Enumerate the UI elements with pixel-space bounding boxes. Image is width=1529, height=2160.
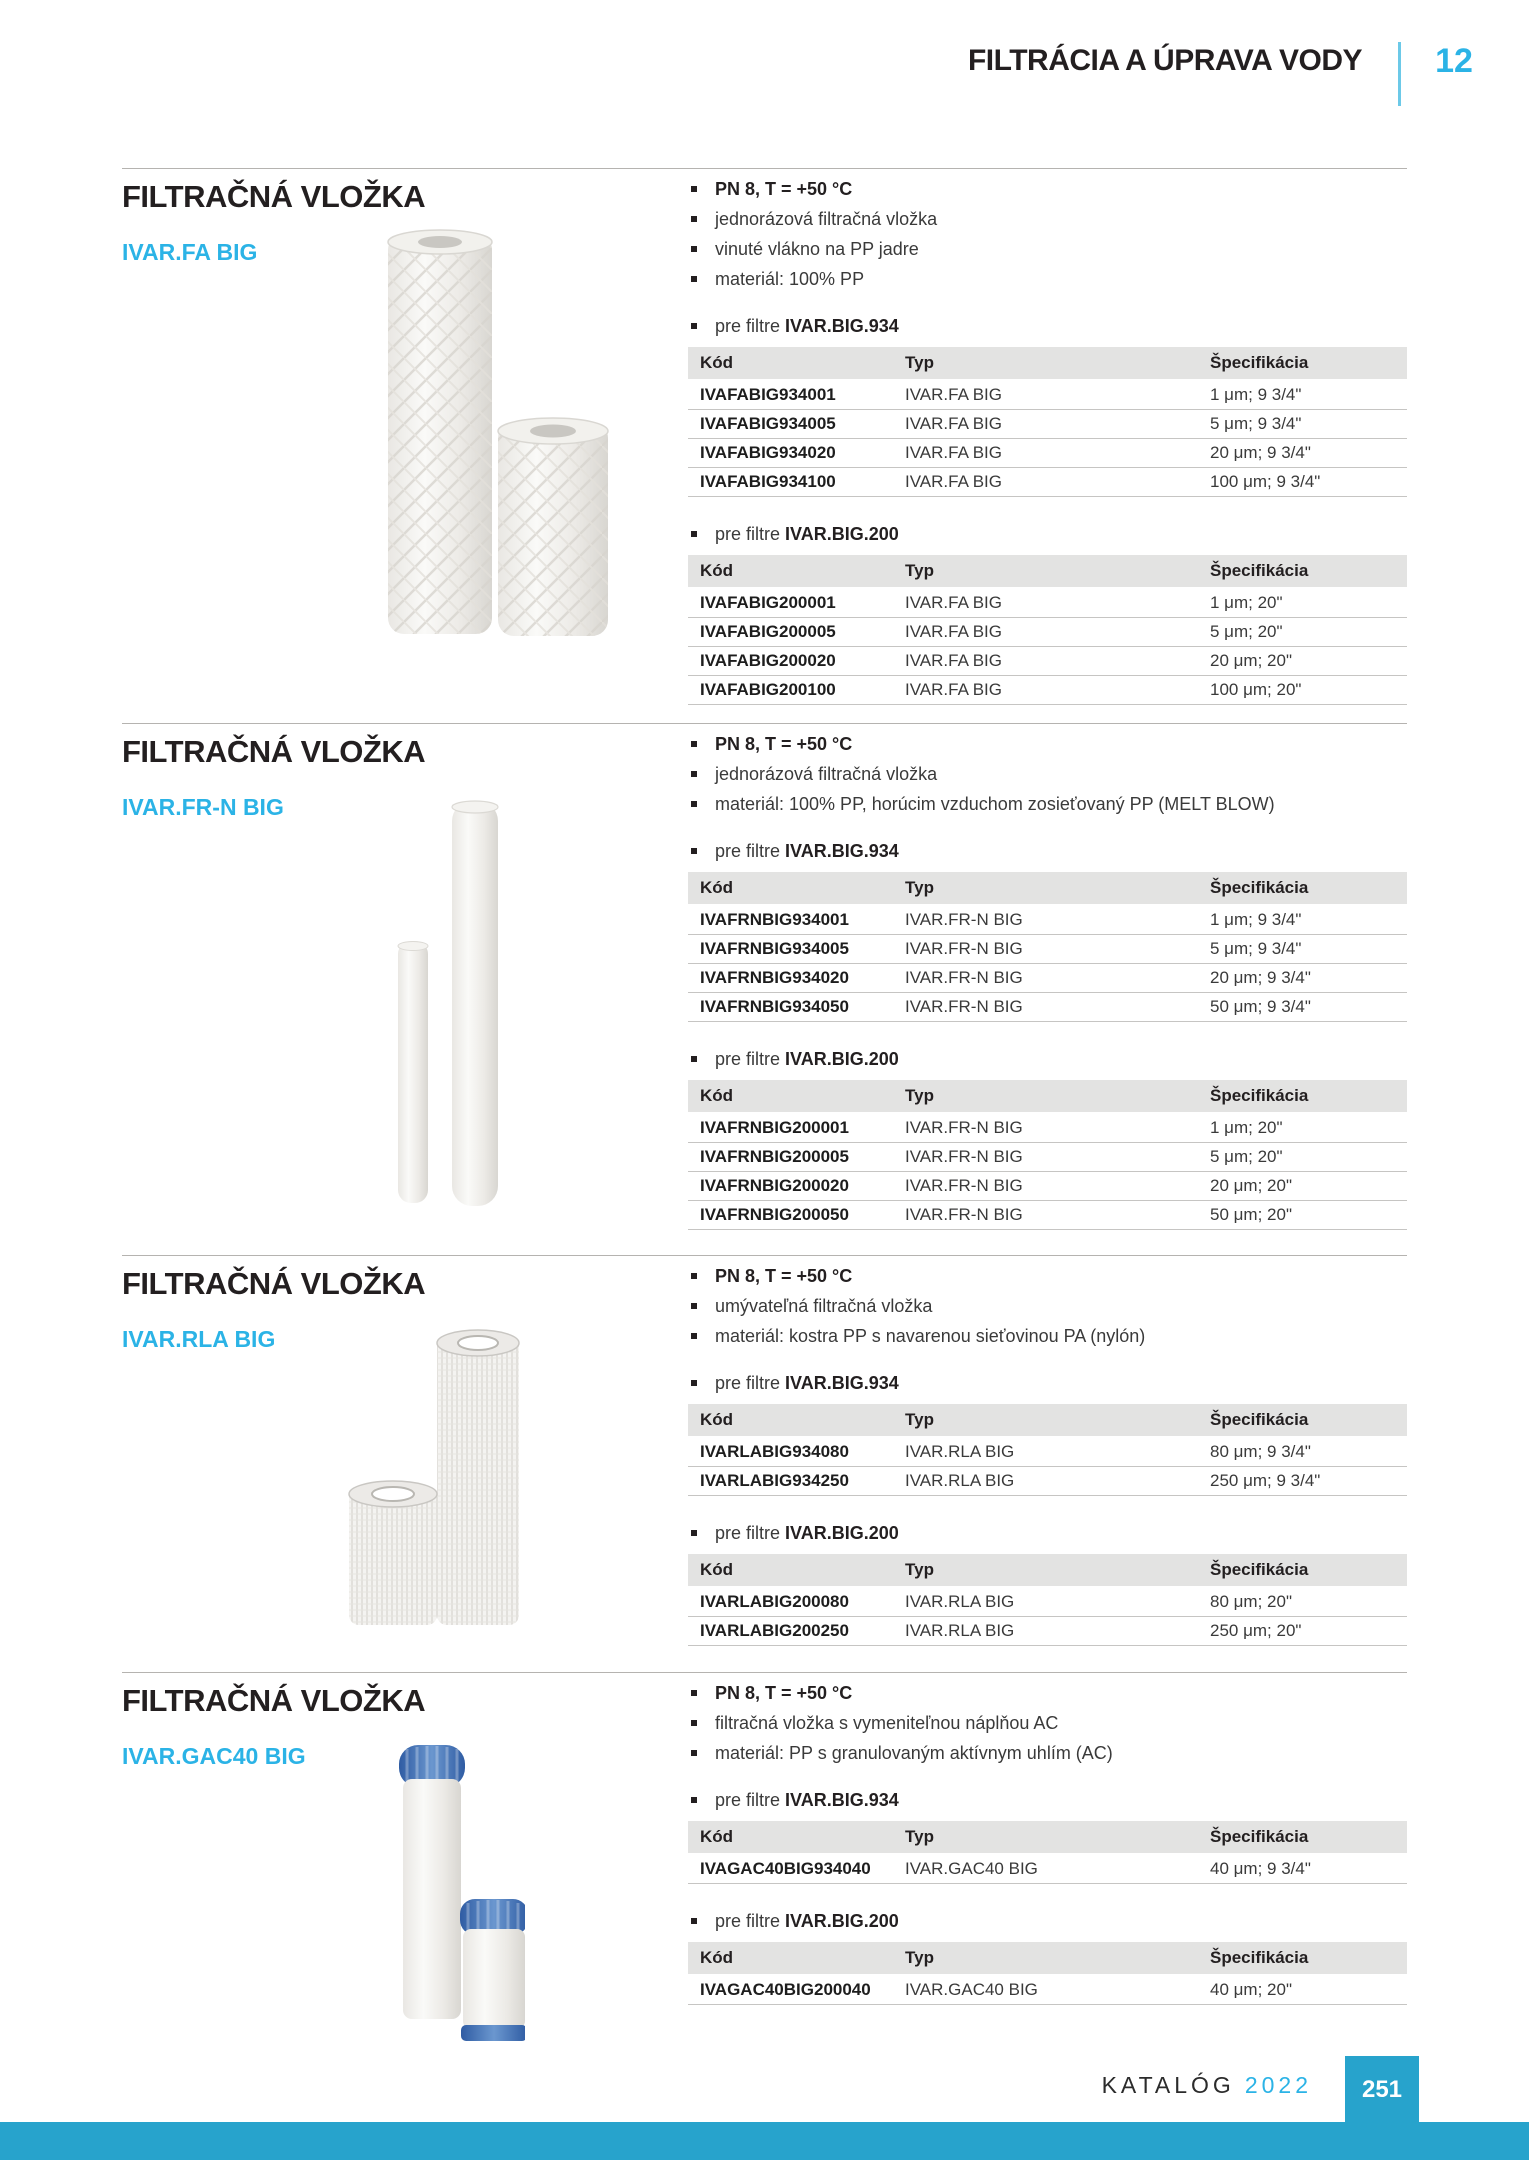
filter-ref: IVAR.BIG.934	[785, 841, 899, 861]
cell-spec: 1 μm; 20"	[1198, 588, 1407, 618]
footer-bar	[0, 2122, 1529, 2160]
feature-item: PN 8, T = +50 °C	[688, 734, 1407, 754]
col-header-spec: Špecifikácia	[1198, 1821, 1407, 1854]
col-header-kod: Kód	[688, 1080, 893, 1113]
spec-table	[688, 1080, 1407, 1230]
col-header-kod: Kód	[688, 347, 893, 380]
col-header-kod: Kód	[688, 872, 893, 905]
col-header-typ: Typ	[893, 555, 1198, 588]
section-rla-big	[122, 1255, 1407, 1671]
cell-type: IVAR.GAC40 BIG	[893, 1854, 1198, 1884]
col-header-spec: Špecifikácia	[1198, 1404, 1407, 1437]
cell-code: IVAFRNBIG934020	[688, 964, 893, 993]
cell-code: IVAGAC40BIG200040	[688, 1975, 893, 2005]
col-header-typ: Typ	[893, 1821, 1198, 1854]
feature-item: materiál: PP s granulovaným aktívnym uhlím (AC)	[688, 1743, 1407, 1763]
cell-code: IVAFABIG934001	[688, 380, 893, 410]
cell-type: IVAR.FR-N BIG	[893, 1113, 1198, 1143]
col-header-spec: Špecifikácia	[1198, 1554, 1407, 1587]
table-row	[688, 905, 1407, 935]
filter-ref: IVAR.BIG.200	[785, 524, 899, 544]
cell-code: IVAFRNBIG200001	[688, 1113, 893, 1143]
feature-item: PN 8, T = +50 °C	[688, 1683, 1407, 1703]
spec-table	[688, 1554, 1407, 1646]
table-row	[688, 935, 1407, 964]
cell-spec: 5 μm; 20"	[1198, 618, 1407, 647]
cell-code: IVAFABIG200001	[688, 588, 893, 618]
cell-spec: 250 μm; 20"	[1198, 1617, 1407, 1646]
feature-item: jednorázová filtračná vložka	[688, 764, 1407, 784]
feature-item: PN 8, T = +50 °C	[688, 179, 1407, 199]
table-row	[688, 1975, 1407, 2005]
cell-spec: 40 μm; 20"	[1198, 1975, 1407, 2005]
table-row	[688, 468, 1407, 497]
cell-code: IVAFRNBIG200050	[688, 1201, 893, 1230]
pre-filter-label: pre filtre	[715, 524, 781, 544]
product-image-frn-big	[390, 791, 510, 1216]
cell-code: IVAFRNBIG200020	[688, 1172, 893, 1201]
cell-code: IVAFRNBIG200005	[688, 1143, 893, 1172]
cell-spec: 40 μm; 9 3/4"	[1198, 1854, 1407, 1884]
cell-type: IVAR.RLA BIG	[893, 1437, 1198, 1467]
col-header-typ: Typ	[893, 1554, 1198, 1587]
pre-filter-label: pre filtre	[715, 1373, 781, 1393]
pre-filter-label: pre filtre	[715, 841, 781, 861]
cell-spec: 1 μm; 9 3/4"	[1198, 905, 1407, 935]
feature-item: PN 8, T = +50 °C	[688, 1266, 1407, 1286]
cell-spec: 80 μm; 20"	[1198, 1587, 1407, 1617]
cell-code: IVAFABIG934005	[688, 410, 893, 439]
filter-ref-line	[688, 1911, 1407, 1931]
filter-ref-line	[688, 1373, 1407, 1393]
feature-list	[688, 1266, 1407, 1346]
table-row	[688, 1172, 1407, 1201]
cell-spec: 5 μm; 9 3/4"	[1198, 410, 1407, 439]
cell-spec: 1 μm; 20"	[1198, 1113, 1407, 1143]
section-gac40-big	[122, 1672, 1407, 2032]
chapter-number: 12	[1435, 42, 1473, 80]
col-header-kod: Kód	[688, 1404, 893, 1437]
section-title: FILTRAČNÁ VLOŽKA	[122, 1266, 426, 1301]
feature-item: materiál: kostra PP s navarenou sieťovinou PA (nylón)	[688, 1326, 1407, 1346]
cell-type: IVAR.FA BIG	[893, 439, 1198, 468]
cell-type: IVAR.FA BIG	[893, 618, 1198, 647]
pre-filter-label: pre filtre	[715, 1790, 781, 1810]
table-row	[688, 380, 1407, 410]
cell-code: IVAFRNBIG934050	[688, 993, 893, 1022]
cell-type: IVAR.FR-N BIG	[893, 1201, 1198, 1230]
cell-code: IVAFRNBIG934005	[688, 935, 893, 964]
cell-type: IVAR.FA BIG	[893, 676, 1198, 705]
filter-ref-line	[688, 1049, 1407, 1069]
table-row	[688, 1201, 1407, 1230]
feature-item: materiál: 100% PP	[688, 269, 1407, 289]
col-header-spec: Špecifikácia	[1198, 555, 1407, 588]
cell-spec: 1 μm; 9 3/4"	[1198, 380, 1407, 410]
col-header-kod: Kód	[688, 1942, 893, 1975]
table-row	[688, 1467, 1407, 1496]
cell-spec: 5 μm; 9 3/4"	[1198, 935, 1407, 964]
col-header-kod: Kód	[688, 1554, 893, 1587]
pre-filter-label: pre filtre	[715, 316, 781, 336]
spec-table	[688, 347, 1407, 497]
col-header-kod: Kód	[688, 555, 893, 588]
feature-item: filtračná vložka s vymeniteľnou náplňou AC	[688, 1713, 1407, 1733]
cell-code: IVAFABIG200100	[688, 676, 893, 705]
page-title: FILTRÁCIA A ÚPRAVA VODY	[967, 44, 1362, 77]
col-header-typ: Typ	[893, 1080, 1198, 1113]
table-row	[688, 1617, 1407, 1646]
cell-code: IVARLABIG934250	[688, 1467, 893, 1496]
filter-ref: IVAR.BIG.934	[785, 316, 899, 336]
cell-spec: 50 μm; 20"	[1198, 1201, 1407, 1230]
filter-ref: IVAR.BIG.934	[785, 1790, 899, 1810]
feature-list	[688, 734, 1407, 814]
table-header-row	[688, 1942, 1407, 1975]
col-header-spec: Špecifikácia	[1198, 1942, 1407, 1975]
section-title: FILTRAČNÁ VLOŽKA	[122, 734, 426, 769]
table-header-row	[688, 347, 1407, 380]
feature-item: vinuté vlákno na PP jadre	[688, 239, 1407, 259]
cell-type: IVAR.FR-N BIG	[893, 935, 1198, 964]
table-row	[688, 676, 1407, 705]
col-header-typ: Typ	[893, 347, 1198, 380]
cell-type: IVAR.GAC40 BIG	[893, 1975, 1198, 2005]
pre-filter-label: pre filtre	[715, 1049, 781, 1069]
table-header-row	[688, 1404, 1407, 1437]
cell-type: IVAR.RLA BIG	[893, 1587, 1198, 1617]
cell-type: IVAR.FR-N BIG	[893, 993, 1198, 1022]
spec-table	[688, 1942, 1407, 2005]
cell-type: IVAR.FA BIG	[893, 380, 1198, 410]
table-header-row	[688, 1821, 1407, 1854]
cell-spec: 20 μm; 9 3/4"	[1198, 964, 1407, 993]
filter-ref-line	[688, 841, 1407, 861]
spec-table	[688, 555, 1407, 705]
cell-spec: 100 μm; 20"	[1198, 676, 1407, 705]
footer-catalog	[0, 2072, 1312, 2099]
filter-ref: IVAR.BIG.200	[785, 1523, 899, 1543]
cell-type: IVAR.RLA BIG	[893, 1467, 1198, 1496]
section-details	[688, 177, 1407, 705]
filter-ref: IVAR.BIG.200	[785, 1049, 899, 1069]
cell-spec: 20 μm; 9 3/4"	[1198, 439, 1407, 468]
cell-code: IVAFABIG200020	[688, 647, 893, 676]
cell-code: IVAFABIG200005	[688, 618, 893, 647]
product-image-gac40-big	[375, 1739, 525, 2044]
col-header-typ: Typ	[893, 1942, 1198, 1975]
table-row	[688, 993, 1407, 1022]
section-frn-big	[122, 723, 1407, 1254]
cell-code: IVARLABIG200250	[688, 1617, 893, 1646]
cell-code: IVAGAC40BIG934040	[688, 1854, 893, 1884]
cell-spec: 100 μm; 9 3/4"	[1198, 468, 1407, 497]
cell-type: IVAR.FR-N BIG	[893, 1143, 1198, 1172]
table-row	[688, 1143, 1407, 1172]
cell-code: IVAFRNBIG934001	[688, 905, 893, 935]
section-details	[688, 732, 1407, 1230]
spec-table	[688, 1404, 1407, 1496]
product-name: IVAR.GAC40 BIG	[122, 1743, 306, 1769]
col-header-spec: Špecifikácia	[1198, 347, 1407, 380]
cell-spec: 50 μm; 9 3/4"	[1198, 993, 1407, 1022]
feature-item: materiál: 100% PP, horúcim vzduchom zosieťovaný PP (MELT BLOW)	[688, 794, 1407, 814]
table-row	[688, 1587, 1407, 1617]
col-header-spec: Špecifikácia	[1198, 872, 1407, 905]
section-title: FILTRAČNÁ VLOŽKA	[122, 179, 426, 214]
product-image-fa-big	[360, 226, 630, 646]
cell-spec: 250 μm; 9 3/4"	[1198, 1467, 1407, 1496]
pre-filter-label: pre filtre	[715, 1911, 781, 1931]
filter-ref: IVAR.BIG.200	[785, 1911, 899, 1931]
spec-table	[688, 1821, 1407, 1884]
catalog-label: KATALÓG	[1101, 2072, 1235, 2098]
pre-filter-label: pre filtre	[715, 1523, 781, 1543]
cell-type: IVAR.FA BIG	[893, 588, 1198, 618]
cell-type: IVAR.FA BIG	[893, 468, 1198, 497]
feature-item: jednorázová filtračná vložka	[688, 209, 1407, 229]
cell-spec: 5 μm; 20"	[1198, 1143, 1407, 1172]
cell-code: IVARLABIG934080	[688, 1437, 893, 1467]
cell-code: IVAFABIG934100	[688, 468, 893, 497]
table-row	[688, 1437, 1407, 1467]
feature-list	[688, 1683, 1407, 1763]
product-image-rla-big	[345, 1319, 530, 1631]
filter-ref: IVAR.BIG.934	[785, 1373, 899, 1393]
catalog-year: 2022	[1244, 2072, 1312, 2098]
col-header-kod: Kód	[688, 1821, 893, 1854]
page-number-badge	[1345, 2056, 1419, 2124]
cell-type: IVAR.FR-N BIG	[893, 964, 1198, 993]
cell-type: IVAR.FA BIG	[893, 647, 1198, 676]
section-details	[688, 1681, 1407, 2005]
cell-type: IVAR.FA BIG	[893, 410, 1198, 439]
col-header-typ: Typ	[893, 872, 1198, 905]
table-row	[688, 1854, 1407, 1884]
spec-table	[688, 872, 1407, 1022]
col-header-spec: Špecifikácia	[1198, 1080, 1407, 1113]
filter-ref-line	[688, 1790, 1407, 1810]
section-title: FILTRAČNÁ VLOŽKA	[122, 1683, 426, 1718]
cell-spec: 20 μm; 20"	[1198, 647, 1407, 676]
product-name: IVAR.FR-N BIG	[122, 794, 284, 820]
filter-ref-line	[688, 1523, 1407, 1543]
cell-type: IVAR.FR-N BIG	[893, 905, 1198, 935]
table-header-row	[688, 1080, 1407, 1113]
product-name: IVAR.RLA BIG	[122, 1326, 276, 1352]
table-row	[688, 647, 1407, 676]
table-row	[688, 439, 1407, 468]
table-header-row	[688, 1554, 1407, 1587]
table-header-row	[688, 555, 1407, 588]
table-header-row	[688, 872, 1407, 905]
cell-spec: 20 μm; 20"	[1198, 1172, 1407, 1201]
table-row	[688, 618, 1407, 647]
feature-item: umývateľná filtračná vložka	[688, 1296, 1407, 1316]
cell-type: IVAR.FR-N BIG	[893, 1172, 1198, 1201]
cell-type: IVAR.RLA BIG	[893, 1617, 1198, 1646]
product-name: IVAR.FA BIG	[122, 239, 258, 265]
cell-code: IVARLABIG200080	[688, 1587, 893, 1617]
table-row	[688, 410, 1407, 439]
header-divider	[1398, 42, 1401, 106]
page-number: 251	[1361, 2076, 1403, 2103]
section-fa-big	[122, 168, 1407, 722]
table-row	[688, 964, 1407, 993]
cell-code: IVAFABIG934020	[688, 439, 893, 468]
col-header-typ: Typ	[893, 1404, 1198, 1437]
filter-ref-line	[688, 316, 1407, 336]
feature-list	[688, 179, 1407, 289]
section-details	[688, 1264, 1407, 1646]
table-row	[688, 1113, 1407, 1143]
table-row	[688, 588, 1407, 618]
cell-spec: 80 μm; 9 3/4"	[1198, 1437, 1407, 1467]
filter-ref-line	[688, 524, 1407, 544]
